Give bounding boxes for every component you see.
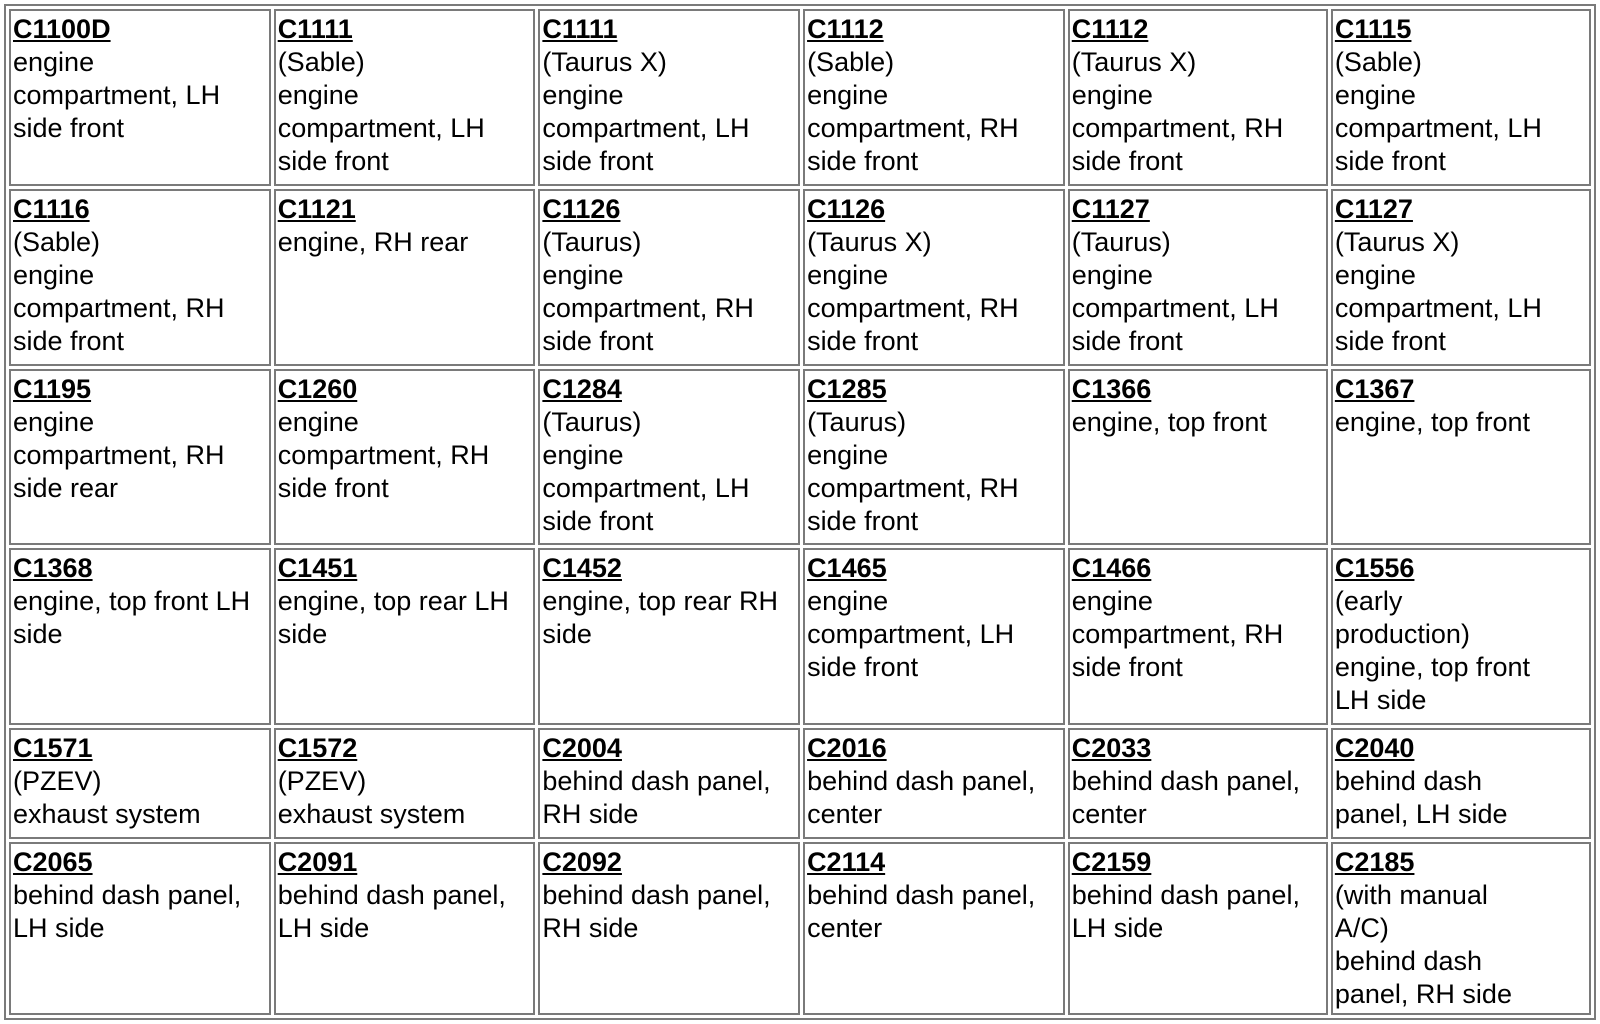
connector-code-link[interactable]: C1115 (1334, 14, 1412, 44)
connector-location-text: (Taurus X) (807, 226, 932, 257)
connector-location-text: compartment, RH (13, 439, 225, 470)
connector-location-text: compartment, LH (13, 80, 221, 110)
connector-cell (803, 728, 1065, 839)
connector-code-link[interactable]: C1466 (1071, 553, 1152, 584)
connector-location-text: behind dash (1334, 946, 1482, 977)
connector-location-text: LH side (1071, 913, 1164, 944)
connector-code-link[interactable]: C1452 (542, 553, 622, 584)
connector-code-link[interactable]: C2185 (1334, 847, 1415, 878)
connector-cell (274, 548, 536, 725)
connector-location-text: behind dash (1334, 766, 1482, 797)
connector-location-text: (Taurus) (1071, 226, 1171, 257)
connector-code-link[interactable]: C1112 (1071, 14, 1149, 44)
table-body (9, 9, 1591, 1015)
connector-code-link[interactable]: C1126 (542, 193, 621, 224)
connector-location-text: behind dash panel, (1071, 880, 1300, 911)
connector-code-link[interactable]: C1367 (1334, 373, 1415, 404)
connector-code-link[interactable]: C1127 (1334, 193, 1413, 224)
connector-cell (538, 189, 800, 366)
connector-code-link[interactable]: C1121 (277, 193, 356, 224)
connector-cell (803, 842, 1065, 1015)
connector-location-text: engine (542, 259, 624, 290)
connector-location-text: engine (13, 259, 95, 290)
connector-location-text: compartment, LH (1334, 292, 1542, 323)
connector-location-text: compartment, RH (807, 472, 1019, 503)
connector-code-link[interactable]: C1260 (277, 373, 358, 404)
connector-location-text: engine (13, 406, 95, 437)
connector-location-text: behind dash panel, (277, 880, 506, 911)
connector-location-text: engine (1071, 259, 1153, 290)
connector-location-text: side front (1334, 325, 1446, 356)
connector-location-text: (Taurus X) (1071, 47, 1197, 77)
connector-location-text: engine (277, 80, 359, 110)
connector-cell (803, 189, 1065, 366)
connector-cell (1068, 728, 1328, 839)
connector-location-text: side (542, 619, 592, 650)
connector-location-text: side rear (13, 472, 119, 503)
connector-code-link[interactable]: C1571 (13, 733, 93, 764)
connector-location-text: behind dash panel, (807, 880, 1036, 911)
connector-cell (1331, 548, 1591, 725)
connector-code-link[interactable]: C1195 (13, 373, 92, 404)
connector-code-link[interactable]: C1556 (1334, 553, 1415, 584)
connector-location-text: side front (542, 505, 654, 536)
connector-location-text: (PZEV) (277, 766, 367, 797)
connector-location-text: side front (277, 472, 389, 503)
connector-cell (274, 842, 536, 1015)
connector-location-text: engine (1334, 259, 1416, 290)
connector-location-text: (early (1334, 586, 1403, 617)
connector-code-link[interactable]: C2033 (1071, 733, 1152, 764)
connector-cell (274, 728, 536, 839)
connector-location-text: engine (807, 80, 889, 110)
connector-code-link[interactable]: C1284 (542, 373, 622, 404)
connector-location-text: engine (1071, 80, 1153, 110)
connector-location-text: side front (542, 146, 654, 176)
connector-location-text: (Sable) (277, 47, 365, 77)
connector-location-text: center (807, 913, 883, 944)
connector-code-link[interactable]: C2159 (1071, 847, 1152, 878)
connector-location-text: engine, top front (1334, 652, 1531, 683)
connector-cell (1068, 548, 1328, 725)
connector-code-link[interactable]: C1366 (1071, 373, 1152, 404)
connector-code-link[interactable]: C1572 (277, 733, 358, 764)
connector-code-link[interactable]: C1368 (13, 553, 93, 584)
connector-location-text: A/C) (1334, 913, 1389, 944)
connector-location-text: compartment, LH (1071, 292, 1279, 323)
connector-location-text: (Taurus X) (1334, 226, 1460, 257)
connector-location-text: compartment, LH (1334, 113, 1542, 143)
connector-location-text: (PZEV) (13, 766, 102, 797)
connector-location-text: engine, top front LH (13, 586, 251, 617)
connector-code-link[interactable]: C1100D (13, 14, 111, 44)
connector-code-link[interactable]: C1111 (542, 14, 618, 44)
connector-location-text: side front (807, 325, 919, 356)
connector-cell (538, 548, 800, 725)
connector-cell (538, 369, 800, 546)
connector-location-text: LH side (1334, 685, 1427, 716)
connector-cell (538, 9, 800, 186)
connector-location-text: engine (277, 406, 359, 437)
table-row (9, 842, 1591, 1015)
connector-location-text: side front (542, 325, 654, 356)
connector-location-text: side front (807, 505, 919, 536)
connector-location-text: (Taurus) (542, 406, 642, 437)
connector-location-text: engine, top front (1334, 406, 1531, 437)
connector-location-text: side front (807, 146, 919, 176)
connector-cell (1331, 842, 1591, 1015)
connector-cell (274, 9, 536, 186)
connector-code-link[interactable]: C2114 (807, 847, 886, 878)
connector-location-text: side front (807, 652, 919, 683)
connector-location-text: (Sable) (13, 226, 101, 257)
connector-code-link[interactable]: C1112 (807, 14, 884, 44)
connector-location-text: behind dash panel, (1071, 766, 1300, 797)
connector-location-text: engine, top rear LH (277, 586, 509, 617)
connector-location-text: compartment, LH (542, 113, 750, 143)
connector-location-text: behind dash panel, (542, 766, 771, 797)
connector-location-text: side front (1071, 325, 1183, 356)
connector-location-text: compartment, RH (13, 292, 225, 323)
connector-location-text: (Sable) (1334, 47, 1422, 77)
connector-code-link[interactable]: C2016 (807, 733, 887, 764)
connector-location-text: production) (1334, 619, 1470, 650)
connector-location-text: (Sable) (807, 47, 895, 77)
table-row (9, 9, 1591, 186)
connector-cell (9, 548, 271, 725)
connector-location-text: engine (542, 439, 624, 470)
connector-code-link[interactable]: C1127 (1071, 193, 1150, 224)
connector-location-text: (Taurus X) (542, 47, 667, 77)
connector-cell (1068, 369, 1328, 546)
connector-code-link[interactable]: C1451 (277, 553, 358, 584)
connector-location-text: engine (13, 47, 95, 77)
connector-location-text: center (1071, 799, 1147, 830)
connector-cell (9, 842, 271, 1015)
connector-location-text: LH side (277, 913, 370, 944)
connector-location-text: compartment, LH (807, 619, 1015, 650)
connector-cell (9, 369, 271, 546)
connector-cell (9, 189, 271, 366)
connector-location-text: engine, RH rear (277, 226, 469, 257)
connector-location-text: side (277, 619, 328, 650)
connector-location-text: RH side (542, 799, 639, 830)
connector-location-text: compartment, LH (277, 113, 485, 143)
connector-code-link[interactable]: C1285 (807, 373, 887, 404)
connector-location-text: compartment, RH (542, 292, 754, 323)
connector-cell (803, 9, 1065, 186)
connector-location-text: (Taurus) (807, 406, 907, 437)
connector-cell (1331, 369, 1591, 546)
connector-location-text: panel, RH side (1334, 979, 1512, 1010)
table-row (9, 728, 1591, 839)
connector-cell (538, 842, 800, 1015)
connector-location-text: engine (807, 259, 889, 290)
connector-location-text: engine, top front (1071, 406, 1267, 437)
connector-location-text: side front (13, 113, 125, 143)
connector-cell (1068, 9, 1328, 186)
table-row (9, 369, 1591, 546)
connector-location-text: side front (277, 146, 389, 176)
connector-cell (1331, 9, 1591, 186)
connector-location-text: LH side (13, 913, 105, 944)
table-row (9, 189, 1591, 366)
connector-location-text: exhaust system (277, 799, 466, 830)
connector-location-text: side front (1071, 146, 1183, 176)
connector-location-text: behind dash panel, (13, 880, 242, 911)
connector-location-text: side front (1334, 146, 1446, 176)
connector-location-text: compartment, RH (1071, 113, 1284, 143)
connector-location-text: behind dash panel, (542, 880, 771, 911)
connector-location-text: side (13, 619, 63, 650)
connector-location-text: panel, LH side (1334, 799, 1508, 830)
connector-location-text: behind dash panel, (807, 766, 1036, 797)
connector-cell (538, 728, 800, 839)
connector-code-link[interactable]: C1126 (807, 193, 886, 224)
connector-cell (274, 189, 536, 366)
connector-cell (9, 9, 271, 186)
connector-location-text: RH side (542, 913, 639, 944)
connector-location-text: compartment, RH (807, 292, 1019, 323)
connector-location-text: (with manual (1334, 880, 1488, 911)
connector-code-link[interactable]: C1116 (13, 193, 90, 224)
connector-cell (1068, 842, 1328, 1015)
connector-code-link[interactable]: C2091 (277, 847, 358, 878)
connector-cell (1068, 189, 1328, 366)
connector-location-text: engine (542, 80, 624, 110)
connector-location-text: side front (13, 325, 125, 356)
connector-code-link[interactable]: C1111 (277, 14, 353, 44)
connector-location-text: compartment, LH (542, 472, 750, 503)
connector-code-link[interactable]: C2092 (542, 847, 622, 878)
connector-location-text: engine (1071, 586, 1153, 617)
connector-code-link[interactable]: C2004 (542, 733, 622, 764)
connector-location-text: center (807, 799, 883, 830)
connector-location-text: engine, top rear RH (542, 586, 779, 617)
connector-code-link[interactable]: C2040 (1334, 733, 1415, 764)
connector-location-text: compartment, RH (277, 439, 490, 470)
connector-code-link[interactable]: C1465 (807, 553, 887, 584)
connector-cell (1331, 728, 1591, 839)
connector-location-text: exhaust system (13, 799, 201, 830)
connector-cell (274, 369, 536, 546)
connector-location-text: (Taurus) (542, 226, 642, 257)
connector-location-text: engine (807, 586, 889, 617)
connector-location-table (4, 4, 1596, 1020)
connector-location-text: compartment, RH (807, 113, 1019, 143)
connector-location-text: compartment, RH (1071, 619, 1284, 650)
connector-code-link[interactable]: C2065 (13, 847, 93, 878)
connector-location-text: engine (1334, 80, 1416, 110)
connector-cell (803, 548, 1065, 725)
connector-location-text: side front (1071, 652, 1183, 683)
connector-location-text: engine (807, 439, 889, 470)
connector-cell (9, 728, 271, 839)
connector-cell (803, 369, 1065, 546)
table-row (9, 548, 1591, 725)
connector-cell (1331, 189, 1591, 366)
